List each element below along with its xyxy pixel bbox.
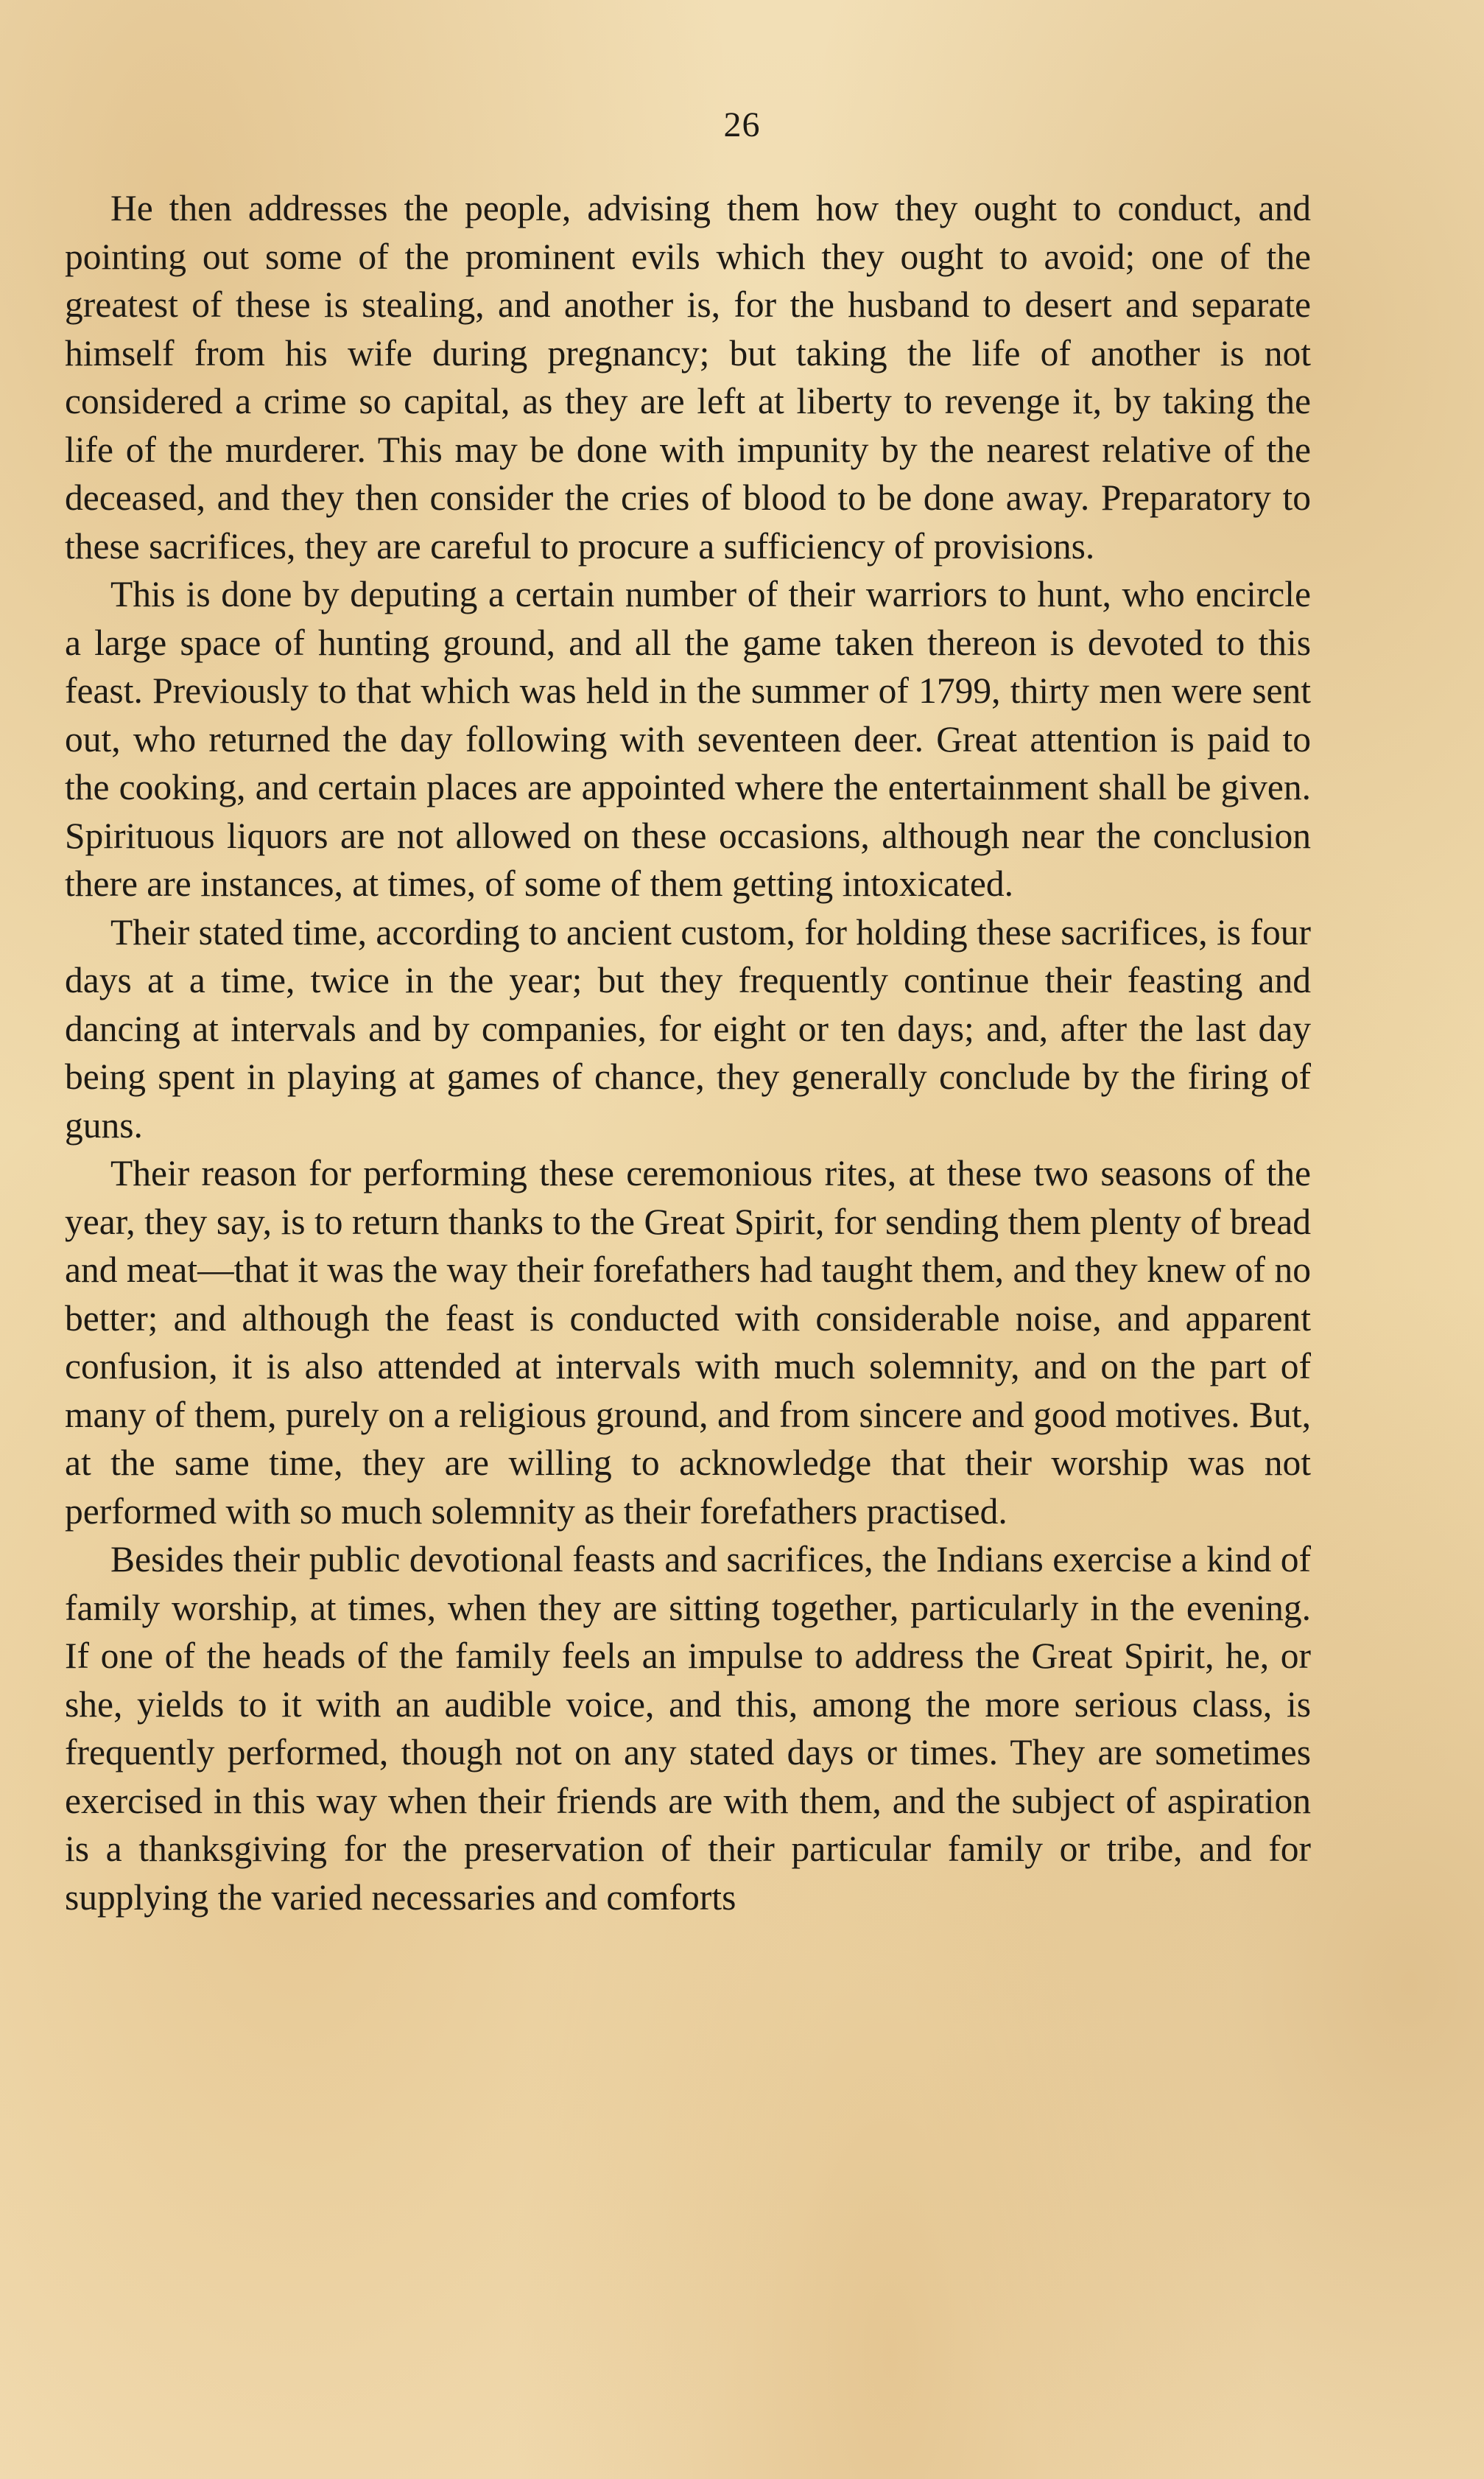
page-number: 26: [723, 105, 761, 144]
body-text: [65, 184, 1311, 1921]
paragraph-3: Their stated time, according to ancient custom, for holding these sacrifices, is four days at a time, twice in the year; but they frequently continue their feasting and dancing at intervals and by companies, for eight or ten days; and, after the last day being spent in playing at games of chance, they generally conclude by the firing of guns.: [65, 911, 1311, 1146]
paragraph-1: He then addresses the people, advising them how they ought to conduct, and pointing out some of the prominent evils which they ought to avoid; one of the greatest of these is stealing, and another is, for the husband to desert and separate himself from his wife during pregnancy; but taking the life of another is not considered a crime so capital, as they are left at liberty to revenge it, by taking the life of the murderer. This may be done with impunity by the nearest relative of the deceased, and they then consider the cries of blood to be done away. Preparatory to these sacrifices, they are careful to procure a sufficiency of provisions.: [65, 188, 1311, 567]
paragraph-4: Their reason for performing these ceremonious rites, at these two seasons of the year, they say, is to return thanks to the Great Spirit, for sending them plenty of bread and meat—that it was the way their forefathers had taught them, and they knew of no better; and although the feast is conducted with considerable noise, and apparent confusion, it is also attended at intervals with much solemnity, and on the part of many of them, purely on a religious ground, and from sincere and good motives. But, at the same time, they are willing to acknowledge that their worship was not performed with so much solemnity as their forefathers practised.: [65, 1153, 1311, 1532]
paragraph-5: Besides their public devotional feasts and sacrifices, the Indians exercise a kind of family worship, at times, when they are sitting together, particularly in the evening. If one of the heads of the family feels an impulse to address the Great Spirit, he, or she, yields to it with an audible voice, and this, among the more serious class, is frequently performed, though not on any stated days or times. They are sometimes exercised in this way when their friends are with them, and the subject of aspiration is a thanksgiving for the preservation of their particular family or tribe, and for supplying the varied necessaries and comforts: [65, 1539, 1311, 1918]
paragraph-2: This is done by deputing a certain number of their warriors to hunt, who encircle a large space of hunting ground, and all the game taken thereon is devoted to this feast. Previously to that which was held in the summer of 1799, thirty men were sent out, who returned the day following with seventeen deer. Great attention is paid to the cooking, and certain places are appointed where the entertainment shall be given. Spirituous liquors are not allowed on these occasions, although near the conclusion there are instances, at times, of some of them getting intoxicated.: [65, 574, 1311, 904]
